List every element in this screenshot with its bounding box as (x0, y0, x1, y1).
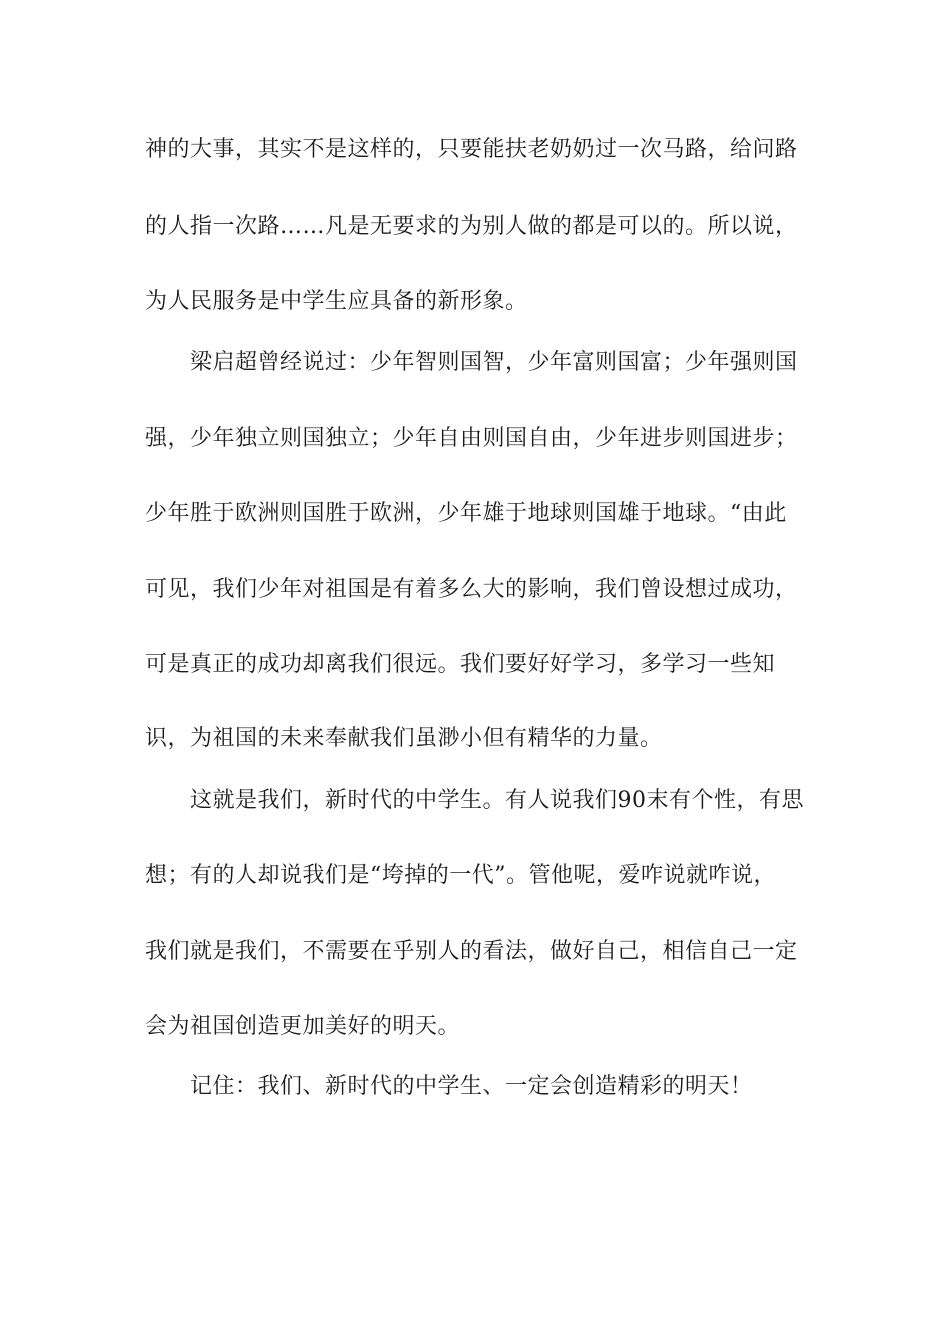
text-line: 识，为祖国的未来奉献我们虽渺小但有精华的力量。 (145, 726, 663, 751)
text-line: 可见，我们少年对祖国是有着多么大的影响，我们曾设想过成功， (145, 577, 798, 602)
text-line: 少年胜于欧洲则国胜于欧洲，少年雄于地球则国雄于地球。“由此 (145, 501, 787, 526)
text-line: 我们就是我们，不需要在乎别人的看法，做好自己，相信自己一定 (145, 939, 798, 964)
text-line: 梁启超曾经说过：少年智则国智，少年富则国富；少年强则国 (190, 350, 798, 375)
text-line: 可是真正的成功却离我们很远。我们要好好学习，多学习一些知 (145, 652, 776, 677)
text-line: 强，少年独立则国独立；少年自由则国自由，少年进步则国进步； (145, 426, 798, 451)
text-line: 这就是我们，新时代的中学生。有人说我们90末有个性，有思 (190, 788, 804, 813)
text-line: 神的大事，其实不是这样的，只要能扶老奶奶过一次马路，给问路 (145, 137, 798, 162)
text-line: 的人指一次路……凡是无要求的为别人做的都是可以的。所以说， (145, 214, 798, 239)
text-line: 会为祖国创造更加美好的明天。 (145, 1014, 461, 1039)
text-line: 记住：我们、新时代的中学生、一定会创造精彩的明天！ (190, 1074, 753, 1099)
text-line: 想；有的人却说我们是“垮掉的一代”。管他呢，爱咋说就咋说， (145, 863, 776, 888)
text-line: 为人民服务是中学生应具备的新形象。 (145, 289, 528, 314)
